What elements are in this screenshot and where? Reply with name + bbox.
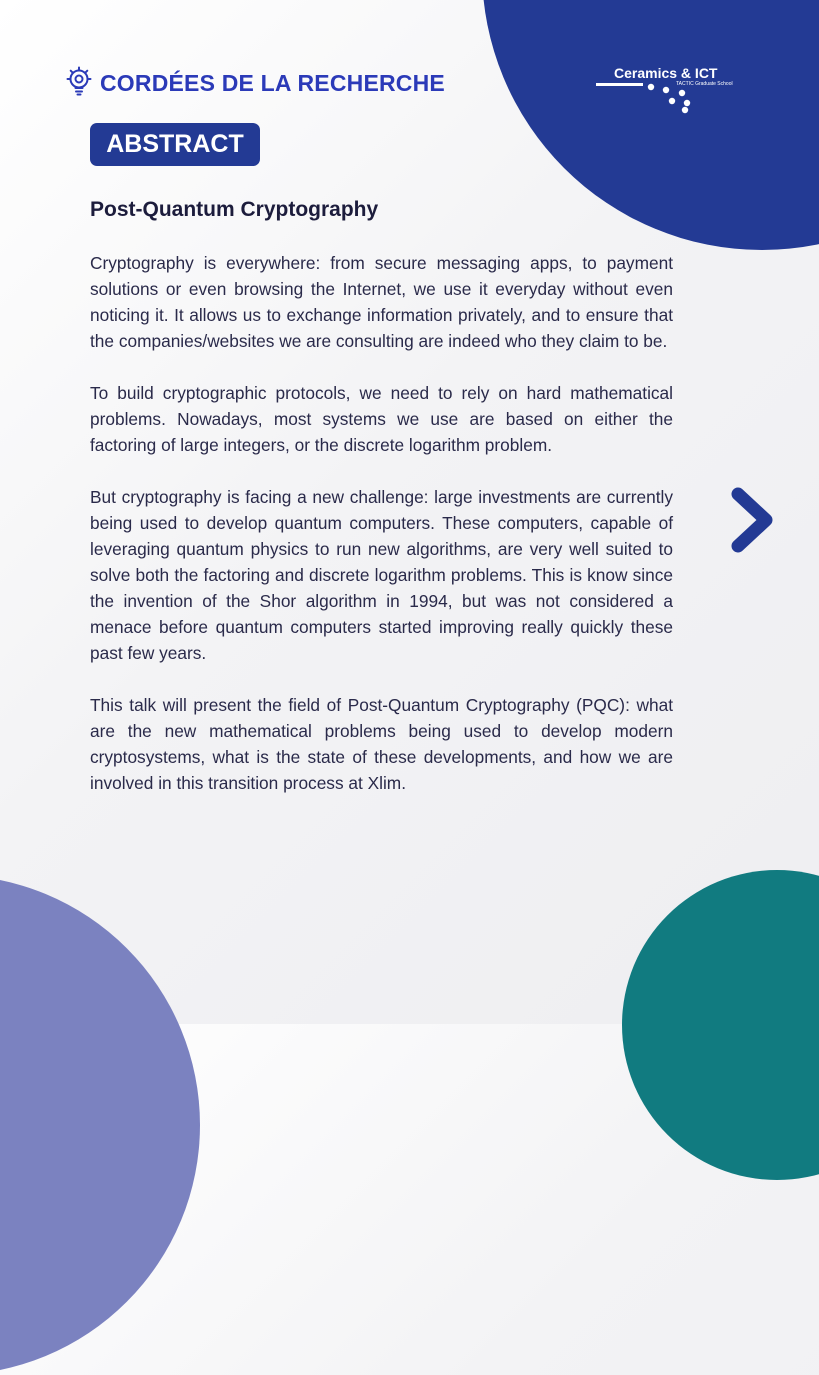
brand-title: CORDÉES DE LA RECHERCHE	[100, 70, 445, 96]
paragraph: But cryptography is facing a new challenge: large investments are currently being used to develop quantum computers. These computers, capable of leveraging quantum physics to run new algorithms, are very well suited to solve both the factoring and discrete logarithm problems. This is know since the invention of the Shor algorithm in 1994, but was not considered a menace before quantum computers started improving really quickly these past few years.	[90, 487, 673, 663]
article-title: Post-Quantum Cryptography	[90, 198, 379, 221]
decorative-circle-bottom-left	[0, 875, 200, 1375]
paragraph: This talk will present the field of Post-Quantum Cryptography (PQC): what are the new mathematical problems being used to develop modern cryptosystems, what is the state of these developments, and how we are involved in this transition process at Xlim.	[90, 695, 673, 793]
chevron-right-icon	[726, 482, 782, 558]
decorative-circle-top-right	[482, 0, 819, 250]
logo-dots-icon	[596, 62, 756, 114]
article-body	[90, 250, 673, 822]
abstract-badge: ABSTRACT	[90, 123, 260, 166]
paragraph: To build cryptographic protocols, we need to rely on hard mathematical problems. Nowadays, most systems we use are based on either the factoring of large integers, or the discrete logarithm problem.	[90, 383, 673, 455]
paragraph: Cryptography is everywhere: from secure messaging apps, to payment solutions or even browsing the Internet, we use it everyday without even noticing it. It allows us to exchange information privately, and to ensure that the companies/websites we are consulting are indeed who they claim to be.	[90, 253, 673, 351]
decorative-circle-bottom-right	[622, 870, 819, 1180]
brand-header	[64, 66, 445, 101]
lightbulb-gear-icon	[64, 66, 94, 101]
logo-title: Ceramics & ICT	[614, 65, 718, 81]
ceramics-ict-logo	[596, 62, 756, 114]
logo-subtitle: TACTIC Graduate School	[676, 81, 733, 87]
next-button[interactable]	[726, 482, 782, 558]
